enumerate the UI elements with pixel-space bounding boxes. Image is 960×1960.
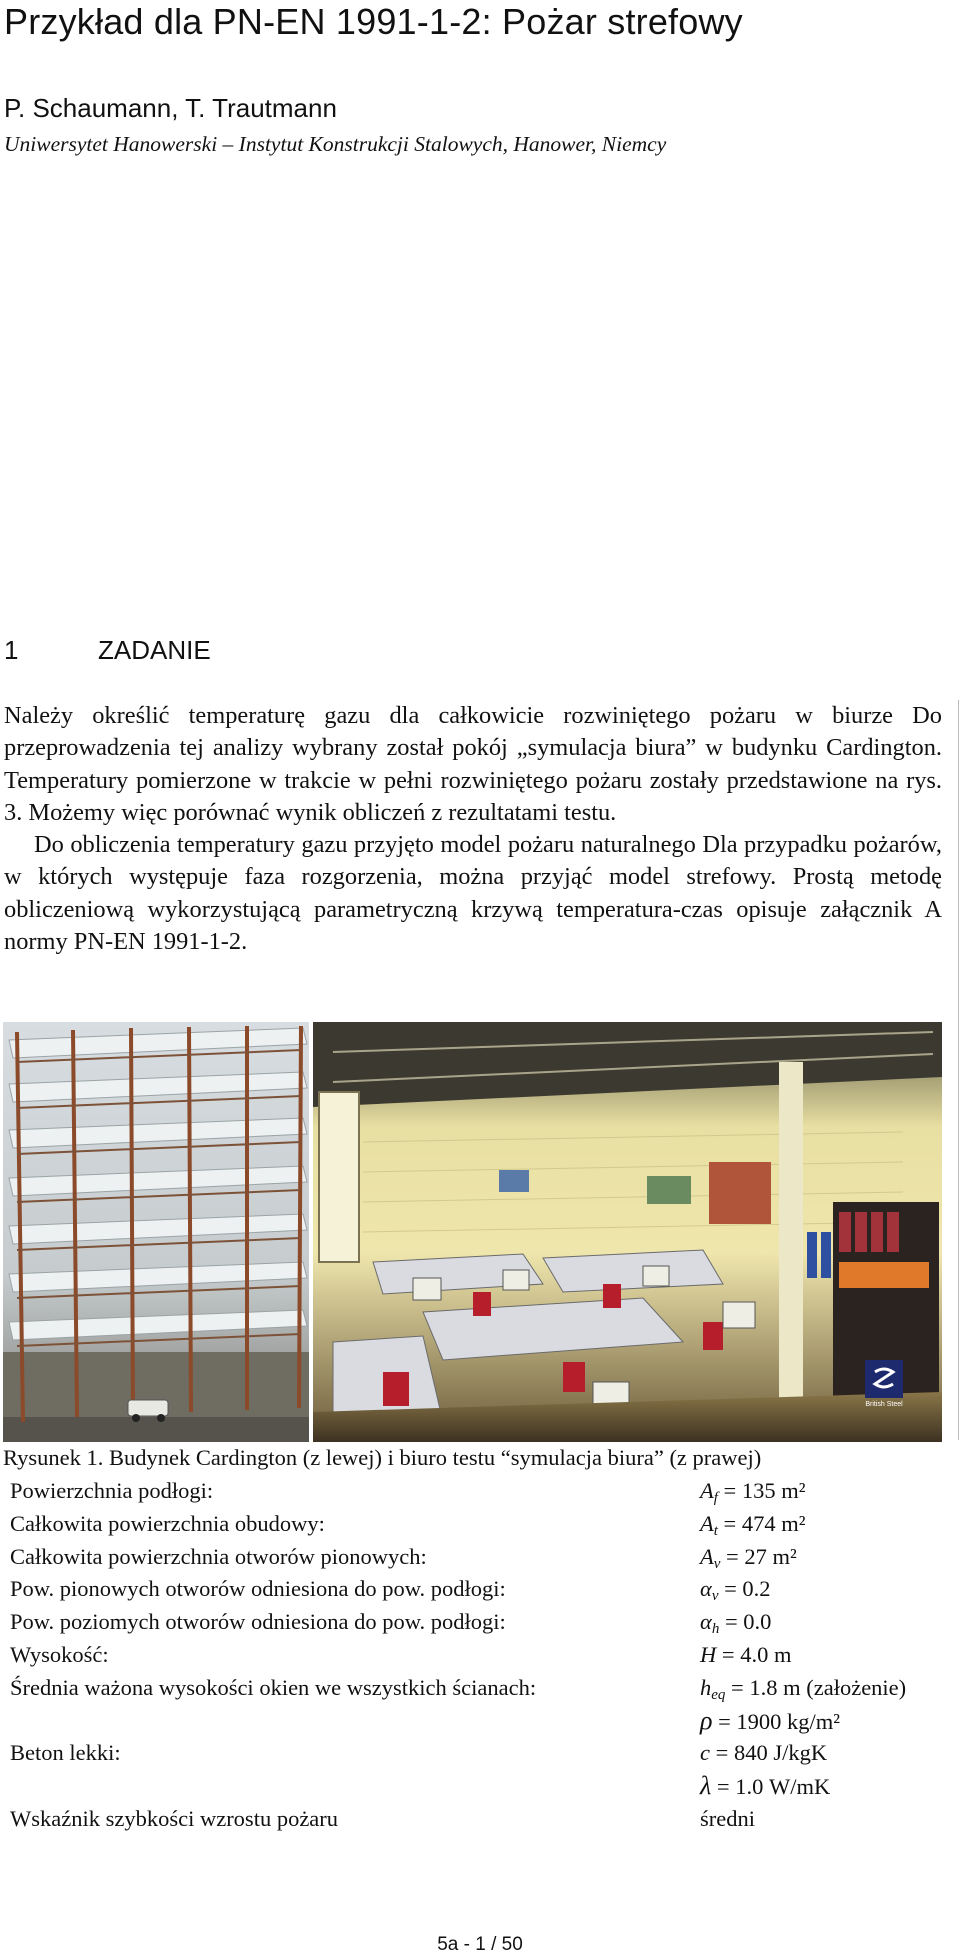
section-title: ZADANIE bbox=[98, 635, 211, 665]
document-title: Przykład dla PN-EN 1991-1-2: Pożar strefowy bbox=[4, 1, 743, 42]
param-value: c = 840 J/kgK bbox=[700, 1740, 828, 1766]
param-label: Wskaźnik szybkości wzrostu pożaru bbox=[10, 1805, 339, 1831]
office-simulation-photo bbox=[313, 1022, 942, 1442]
section-number: 1 bbox=[4, 635, 19, 665]
param-label: Pow. pionowych otworów odniesiona do pow. podłogi: bbox=[10, 1576, 506, 1602]
param-label: Średnia ważona wysokości okien we wszystkich ścianach: bbox=[10, 1674, 537, 1700]
param-label: Powierzchnia podłogi: bbox=[10, 1478, 214, 1503]
param-row bbox=[10, 1508, 950, 1541]
param-row bbox=[10, 1639, 950, 1672]
parameter-table bbox=[10, 1475, 950, 1836]
param-value: ρ = 1900 kg/m² bbox=[700, 1705, 841, 1735]
paragraph: Do obliczenia temperatury gazu przyjęto model pożaru naturalnego Dla przypadku pożarów, w których występuje faza rozgorzenia, można przyjąć model strefowy. Prostą metodę obliczeniową wykorzystującą parametryczną krzywą temperatura-czas opisuje załącznik A normy PN-EN 1991-1-2. bbox=[4, 831, 942, 956]
param-value: $A_t = 474$ m² bbox=[700, 1510, 806, 1539]
param-label: Pow. poziomych otworów odniesiona do pow. podłogi: bbox=[10, 1609, 506, 1635]
param-row bbox=[10, 1541, 950, 1574]
param-row bbox=[10, 1705, 950, 1738]
affiliation: Uniwersytet Hanowerski – Instytut Konstrukcji Stalowych, Hanower, Niemcy bbox=[4, 132, 667, 156]
param-row bbox=[10, 1803, 950, 1836]
param-value: $A_f = 135$ m² bbox=[700, 1478, 806, 1506]
param-row bbox=[10, 1770, 950, 1803]
task-description bbox=[4, 700, 942, 958]
param-value: średni bbox=[700, 1805, 755, 1831]
param-value: λ = 1.0 W/mK bbox=[700, 1771, 831, 1801]
param-label: Całkowita powierzchnia otworów pionowych: bbox=[10, 1543, 427, 1569]
param-label: Wysokość: bbox=[10, 1641, 109, 1667]
param-row bbox=[10, 1573, 950, 1606]
british-steel-logo: British Steel bbox=[865, 1401, 903, 1408]
param-value: $A_v = 27$ m² bbox=[700, 1543, 797, 1572]
param-value: H = 4.0 m bbox=[700, 1641, 792, 1667]
param-label: Beton lekki: bbox=[10, 1740, 121, 1766]
param-row bbox=[10, 1737, 950, 1770]
param-row bbox=[10, 1475, 950, 1508]
page-number: 5a - 1 / 50 bbox=[437, 1934, 523, 1955]
param-row bbox=[10, 1672, 950, 1705]
paragraph: Należy określić temperaturę gazu dla całkowicie rozwiniętego pożaru w biurze Do przeprowadzenia tej analizy wybrany został pokój „symulacja biura” w budynku Cardington. Temperatury pomierzone w trakcie w pełni rozwiniętego pożaru zostały przedstawione na rys. 3. Możemy więc porównać wynik obliczeń z rezultatami testu. bbox=[4, 702, 942, 826]
param-value: $\alpha_h = 0.0$ bbox=[700, 1609, 772, 1638]
figure-photos bbox=[3, 1022, 942, 1442]
figure-caption: Rysunek 1. Budynek Cardington (z lewej) i biuro testu “symulacja biura” (z prawej) bbox=[3, 1445, 762, 1470]
param-row bbox=[10, 1606, 950, 1639]
authors: P. Schaumann, T. Trautmann bbox=[4, 93, 337, 123]
section-heading bbox=[4, 633, 211, 667]
param-label: Całkowita powierzchnia obudowy: bbox=[10, 1510, 325, 1536]
margin-rule bbox=[958, 700, 959, 1440]
param-value: $\alpha_v = 0.2$ bbox=[700, 1576, 771, 1605]
param-value: $h_{eq} = 1.8$ m (założenie) bbox=[700, 1674, 907, 1703]
cardington-building-photo bbox=[3, 1022, 309, 1442]
